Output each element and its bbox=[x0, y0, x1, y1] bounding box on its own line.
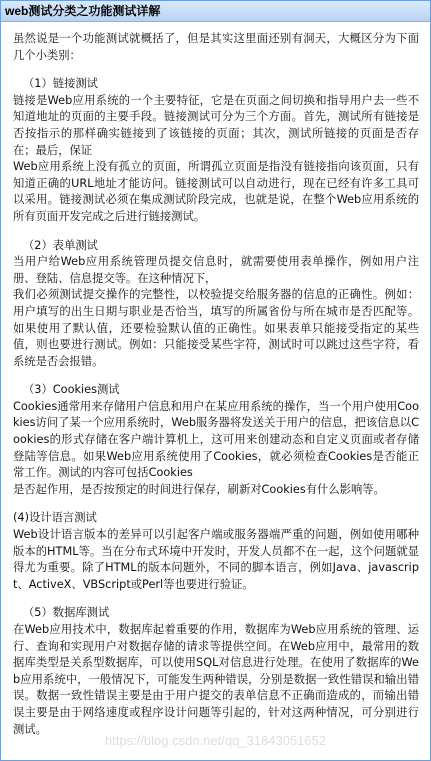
section-heading: （2）表单测试 bbox=[23, 238, 98, 252]
section-database-test bbox=[13, 605, 419, 738]
article-title: web测试分类之功能测试详解 bbox=[1, 1, 430, 22]
section-cookies-test bbox=[13, 382, 419, 498]
article-body bbox=[1, 22, 430, 738]
section-link-test bbox=[13, 76, 419, 225]
section-paragraph: Cookies通常用来存储用户信息和用户在某应用系统的操作，当一个用户使用Cookies访问了某一个应用系统时，Web服务器将发送关于用户的信息，把该信息以Cookies的形式存储在客户端计算机上，这可用来创建动态和自定义页面或者存储登陆等信息。如果Web应用系统使用了Cookies，就必须检查Cookies是否能正常工作。测试的内容可包括Cookies bbox=[13, 399, 419, 480]
section-heading: （3）Cookies测试 bbox=[23, 383, 120, 397]
section-heading: （1）链接测试 bbox=[23, 77, 98, 91]
section-heading: （5）数据库测试 bbox=[23, 606, 110, 620]
section-paragraph: 链接是Web应用系统的一个主要特征，它是在页面之间切换和指导用户去一些不知道地址的页面的主要手段。链接测试可分为三个方面。首先，测试所有链接是否按指示的那样确实链接到了该链接的页面；其次，测试所链接的页面是否存在；最后，保证 bbox=[13, 93, 419, 157]
intro-paragraph: 虽然说是一个功能测试就概括了，但是其实这里面还别有洞天，大概区分为下面几个小类别： bbox=[13, 32, 419, 62]
section-paragraph: Web应用系统上没有孤立的页面，所谓孤立页面是指没有链接指向该页面，只有知道正确的URL地址才能访问。链接测试可以自动进行，现在已经有许多工具可以采用。链接测试必须在集成测试阶段完成，也就是说，在整个Web应用系统的所有页面开发完成之后进行链接测试。 bbox=[13, 160, 419, 223]
section-paragraph: 当用户给Web应用系统管理员提交信息时，就需要使用表单操作，例如用户注册、登陆、信息提交等。在这种情况下， bbox=[13, 255, 419, 285]
section-heading: (4)设计语言测试 bbox=[13, 511, 97, 525]
section-paragraph: 我们必须测试提交操作的完整性，以校验提交给服务器的信息的正确性。例如：用户填写的出生日期与职业是否恰当，填写的所属省份与所在城市是否匹配等。如果使用了默认值，还要检验默认值的正确性。如果表单只能接受指定的某些值，则也要进行测试。例如：只能接受某些字符，测试时可以跳过这些字符，看系统是否会报错。 bbox=[13, 288, 419, 368]
watermark: https://blog.csdn.net/qq_31843051652 bbox=[104, 733, 327, 748]
section-form-test bbox=[13, 238, 419, 371]
section-paragraph: 在Web应用技术中，数据库起着重要的作用，数据库为Web应用系统的管理、运行、查询和实现用户对数据存储的请求等提供空间。在Web应用中，最常用的数据库类型是关系型数据库，可以使用SQL对信息进行处理。在使用了数据库的Web应用系统中，一般情况下，可能发生两种错误，分别是数据一致性错误和输出错误。数据一致性错误主要是由于用户提交的表单信息不正确而造成的，而输出错误主要是由于网络速度或程序设计问题等引起的，针对这两种情况，可分别进行测试。 bbox=[13, 623, 419, 736]
section-design-language-test bbox=[13, 510, 419, 593]
section-paragraph: 是否起作用，是否按预定的时间进行保存，刷新对Cookies有什么影响等。 bbox=[13, 482, 385, 496]
section-paragraph: Web设计语言版本的差异可以引起客户端或服务器端严重的问题，例如使用哪种版本的HTML等。当在分布式环境中开发时，开发人员都不在一起，这个问题就显得尤为重要。除了HTML的版本问题外，不同的脚本语言，例如Java、javascript、ActiveX、VBScript或Perl等也要进行验证。 bbox=[13, 528, 419, 591]
